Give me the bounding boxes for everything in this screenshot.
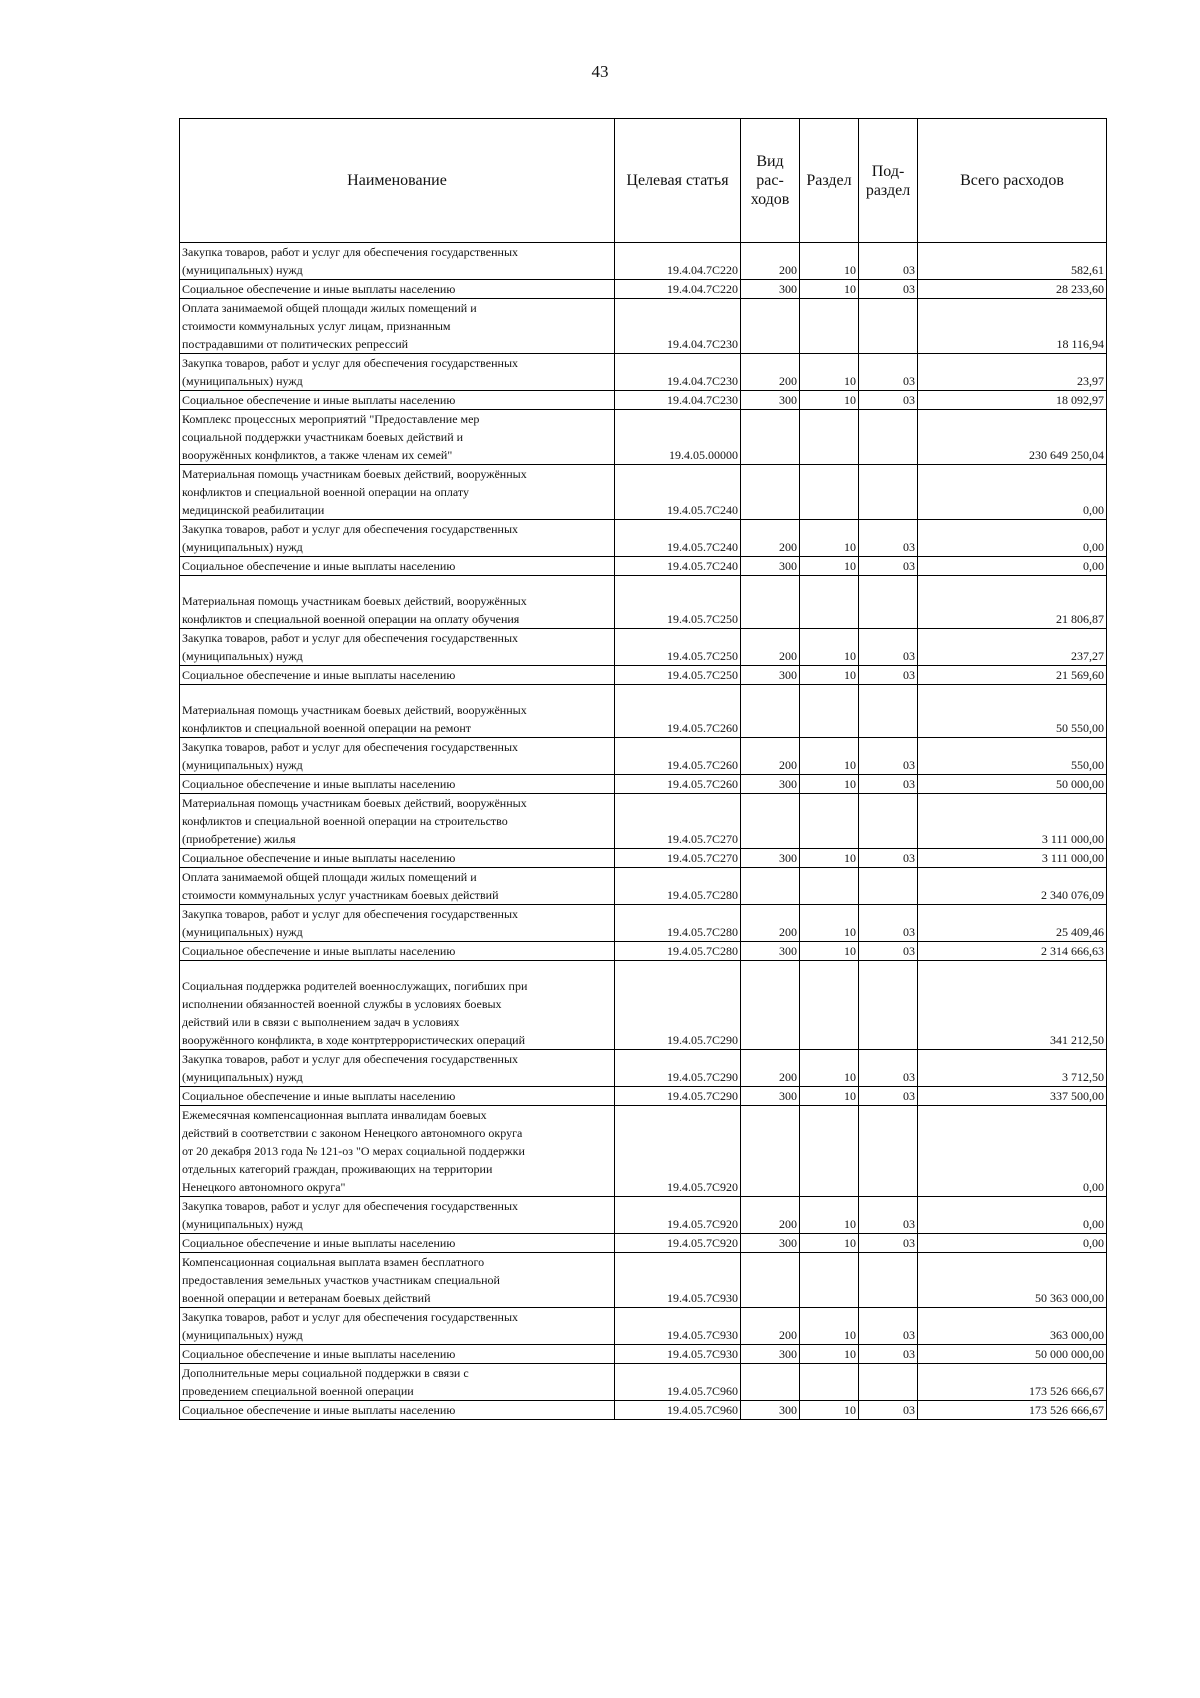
- row-expense-type: [741, 299, 800, 354]
- row-section: 10: [800, 1197, 859, 1234]
- row-section: 10: [800, 391, 859, 410]
- table-row: [180, 391, 1107, 410]
- table-header-row: [180, 119, 1107, 243]
- row-total: 2 340 076,09: [918, 868, 1107, 905]
- row-target-article: 19.4.05.7С260: [615, 685, 741, 738]
- row-section: 10: [800, 738, 859, 775]
- row-total: 18 092,97: [918, 391, 1107, 410]
- row-target-article: 19.4.04.7С230: [615, 354, 741, 391]
- row-target-article: 19.4.05.7С280: [615, 942, 741, 961]
- row-target-article: 19.4.05.7С960: [615, 1401, 741, 1420]
- row-subsection: [859, 410, 918, 465]
- row-expense-type: 200: [741, 354, 800, 391]
- table-row: [180, 794, 1107, 849]
- table-row: [180, 410, 1107, 465]
- row-section: [800, 685, 859, 738]
- row-expense-type: 300: [741, 280, 800, 299]
- table-row: [180, 961, 1107, 1050]
- row-name: Закупка товаров, работ и услуг для обеспечения государственных (муниципальных) нужд: [180, 1050, 615, 1087]
- table-row: [180, 354, 1107, 391]
- table-row: [180, 685, 1107, 738]
- row-name: Социальное обеспечение и иные выплаты населению: [180, 280, 615, 299]
- row-target-article: 19.4.04.7С230: [615, 299, 741, 354]
- row-total: 50 000 000,00: [918, 1345, 1107, 1364]
- table-row: [180, 280, 1107, 299]
- header-section: Раздел: [800, 119, 859, 243]
- row-subsection: [859, 465, 918, 520]
- table-row: [180, 1308, 1107, 1345]
- row-target-article: 19.4.04.7С220: [615, 280, 741, 299]
- header-name: Наименование: [180, 119, 615, 243]
- budget-table: [179, 118, 1107, 1420]
- row-subsection: 03: [859, 1401, 918, 1420]
- row-name: Социальное обеспечение и иные выплаты населению: [180, 391, 615, 410]
- table-row: [180, 1087, 1107, 1106]
- row-section: 10: [800, 243, 859, 280]
- row-expense-type: 300: [741, 1087, 800, 1106]
- row-section: [800, 576, 859, 629]
- row-total: 363 000,00: [918, 1308, 1107, 1345]
- row-total: 0,00: [918, 520, 1107, 557]
- row-expense-type: 300: [741, 1401, 800, 1420]
- row-total: 3 111 000,00: [918, 794, 1107, 849]
- row-total: 18 116,94: [918, 299, 1107, 354]
- row-subsection: [859, 576, 918, 629]
- row-section: [800, 1106, 859, 1197]
- row-section: [800, 961, 859, 1050]
- row-total: 550,00: [918, 738, 1107, 775]
- row-subsection: [859, 1106, 918, 1197]
- row-expense-type: 300: [741, 557, 800, 576]
- row-name: Социальное обеспечение и иные выплаты населению: [180, 849, 615, 868]
- row-total: 50 363 000,00: [918, 1253, 1107, 1308]
- table-row: [180, 1401, 1107, 1420]
- row-subsection: [859, 685, 918, 738]
- row-subsection: 03: [859, 1050, 918, 1087]
- row-name: Закупка товаров, работ и услуг для обеспечения государственных (муниципальных) нужд: [180, 629, 615, 666]
- row-expense-type: 300: [741, 942, 800, 961]
- row-target-article: 19.4.05.7С290: [615, 1050, 741, 1087]
- row-target-article: 19.4.04.7С230: [615, 391, 741, 410]
- header-total-expenses: Всего расходов: [918, 119, 1107, 243]
- row-expense-type: [741, 961, 800, 1050]
- table-row: [180, 299, 1107, 354]
- row-subsection: [859, 961, 918, 1050]
- row-name: Социальное обеспечение и иные выплаты населению: [180, 775, 615, 794]
- row-target-article: 19.4.05.7С960: [615, 1364, 741, 1401]
- row-subsection: 03: [859, 1197, 918, 1234]
- row-target-article: 19.4.05.7С920: [615, 1234, 741, 1253]
- row-section: 10: [800, 280, 859, 299]
- row-subsection: 03: [859, 942, 918, 961]
- row-target-article: 19.4.04.7С220: [615, 243, 741, 280]
- row-expense-type: [741, 868, 800, 905]
- row-expense-type: 200: [741, 1308, 800, 1345]
- row-section: 10: [800, 1345, 859, 1364]
- row-name: Комплекс процессных мероприятий "Предоставление мер социальной поддержки участникам боевых действий и вооружённых конфликтов, а также членам их семей": [180, 410, 615, 465]
- row-total: 173 526 666,67: [918, 1401, 1107, 1420]
- table-row: [180, 1234, 1107, 1253]
- row-total: 3 111 000,00: [918, 849, 1107, 868]
- row-section: 10: [800, 1401, 859, 1420]
- row-section: 10: [800, 1050, 859, 1087]
- table-row: [180, 738, 1107, 775]
- row-total: 50 550,00: [918, 685, 1107, 738]
- row-subsection: [859, 794, 918, 849]
- row-section: [800, 410, 859, 465]
- row-expense-type: 200: [741, 629, 800, 666]
- table-row: [180, 520, 1107, 557]
- row-target-article: 19.4.05.7С930: [615, 1253, 741, 1308]
- row-subsection: 03: [859, 1234, 918, 1253]
- table-row: [180, 868, 1107, 905]
- row-section: 10: [800, 1308, 859, 1345]
- row-target-article: 19.4.05.7С250: [615, 629, 741, 666]
- header-subsection: Под- раздел: [859, 119, 918, 243]
- row-target-article: 19.4.05.7С240: [615, 465, 741, 520]
- table-row: [180, 576, 1107, 629]
- row-name: Социальное обеспечение и иные выплаты населению: [180, 666, 615, 685]
- row-total: 173 526 666,67: [918, 1364, 1107, 1401]
- row-section: [800, 1364, 859, 1401]
- row-total: 25 409,46: [918, 905, 1107, 942]
- row-total: 23,97: [918, 354, 1107, 391]
- row-expense-type: 300: [741, 775, 800, 794]
- row-subsection: 03: [859, 520, 918, 557]
- row-target-article: 19.4.05.7С240: [615, 520, 741, 557]
- row-target-article: 19.4.05.7С260: [615, 775, 741, 794]
- row-expense-type: 300: [741, 1234, 800, 1253]
- row-name: Материальная помощь участникам боевых действий, вооружённых конфликтов и специальной военной операции на ремонт: [180, 685, 615, 738]
- row-expense-type: 200: [741, 520, 800, 557]
- table-row: [180, 775, 1107, 794]
- row-name: Компенсационная социальная выплата взамен бесплатного предоставления земельных участков участникам специальной военной операции и ветеранам боевых действий: [180, 1253, 615, 1308]
- table-row: [180, 1106, 1107, 1197]
- row-expense-type: 300: [741, 391, 800, 410]
- row-section: 10: [800, 775, 859, 794]
- row-subsection: 03: [859, 1087, 918, 1106]
- row-section: 10: [800, 1234, 859, 1253]
- row-section: [800, 794, 859, 849]
- table-row: [180, 629, 1107, 666]
- row-name: Социальное обеспечение и иные выплаты населению: [180, 942, 615, 961]
- row-total: 21 806,87: [918, 576, 1107, 629]
- row-expense-type: 200: [741, 243, 800, 280]
- row-target-article: 19.4.05.7С250: [615, 576, 741, 629]
- row-target-article: 19.4.05.7С270: [615, 849, 741, 868]
- row-name: Социальное обеспечение и иные выплаты населению: [180, 1087, 615, 1106]
- table-row: [180, 942, 1107, 961]
- row-total: 0,00: [918, 1106, 1107, 1197]
- row-subsection: 03: [859, 1345, 918, 1364]
- row-name: Социальная поддержка родителей военнослужащих, погибших при исполнении обязанностей военной службы в условиях боевых действий или в связи с выполнением задач в условиях вооружённого конфликта, в ходе контртеррористических операций: [180, 961, 615, 1050]
- row-name: Закупка товаров, работ и услуг для обеспечения государственных (муниципальных) нужд: [180, 520, 615, 557]
- row-total: 0,00: [918, 557, 1107, 576]
- row-expense-type: [741, 685, 800, 738]
- row-section: 10: [800, 557, 859, 576]
- row-target-article: 19.4.05.7С290: [615, 961, 741, 1050]
- row-total: 28 233,60: [918, 280, 1107, 299]
- row-expense-type: [741, 794, 800, 849]
- row-name: Закупка товаров, работ и услуг для обеспечения государственных (муниципальных) нужд: [180, 905, 615, 942]
- row-section: [800, 1253, 859, 1308]
- row-total: 0,00: [918, 1234, 1107, 1253]
- row-name: Закупка товаров, работ и услуг для обеспечения государственных (муниципальных) нужд: [180, 1308, 615, 1345]
- row-section: 10: [800, 520, 859, 557]
- table-row: [180, 1253, 1107, 1308]
- row-expense-type: [741, 465, 800, 520]
- row-target-article: 19.4.05.7С250: [615, 666, 741, 685]
- row-total: 237,27: [918, 629, 1107, 666]
- table-row: [180, 1364, 1107, 1401]
- row-expense-type: 300: [741, 1345, 800, 1364]
- table-row: [180, 666, 1107, 685]
- row-name: Закупка товаров, работ и услуг для обеспечения государственных (муниципальных) нужд: [180, 1197, 615, 1234]
- row-name: Материальная помощь участникам боевых действий, вооружённых конфликтов и специальной военной операции на оплату обучения: [180, 576, 615, 629]
- row-total: 3 712,50: [918, 1050, 1107, 1087]
- table-row: [180, 465, 1107, 520]
- table-row: [180, 243, 1107, 280]
- row-total: 2 314 666,63: [918, 942, 1107, 961]
- row-name: Социальное обеспечение и иные выплаты населению: [180, 1234, 615, 1253]
- row-subsection: 03: [859, 280, 918, 299]
- page-number: 43: [591, 62, 609, 81]
- row-total: 582,61: [918, 243, 1107, 280]
- row-target-article: 19.4.05.7С240: [615, 557, 741, 576]
- header-expense-type: Вид рас- ходов: [741, 119, 800, 243]
- row-subsection: 03: [859, 629, 918, 666]
- row-expense-type: 300: [741, 666, 800, 685]
- row-target-article: 19.4.05.00000: [615, 410, 741, 465]
- row-subsection: 03: [859, 354, 918, 391]
- row-total: 21 569,60: [918, 666, 1107, 685]
- row-expense-type: 200: [741, 738, 800, 775]
- row-expense-type: 200: [741, 905, 800, 942]
- row-target-article: 19.4.05.7С930: [615, 1345, 741, 1364]
- row-total: 341 212,50: [918, 961, 1107, 1050]
- row-subsection: 03: [859, 1308, 918, 1345]
- row-subsection: 03: [859, 849, 918, 868]
- row-target-article: 19.4.05.7С280: [615, 868, 741, 905]
- row-section: [800, 868, 859, 905]
- row-total: 50 000,00: [918, 775, 1107, 794]
- row-target-article: 19.4.05.7С930: [615, 1308, 741, 1345]
- row-subsection: 03: [859, 666, 918, 685]
- row-name: Оплата занимаемой общей площади жилых помещений и стоимости коммунальных услуг лицам, признанным пострадавшими от политических репрессий: [180, 299, 615, 354]
- table-row: [180, 1345, 1107, 1364]
- table-row: [180, 1197, 1107, 1234]
- row-section: [800, 465, 859, 520]
- row-subsection: [859, 299, 918, 354]
- row-section: 10: [800, 666, 859, 685]
- table-row: [180, 849, 1107, 868]
- row-expense-type: [741, 576, 800, 629]
- row-target-article: 19.4.05.7С290: [615, 1087, 741, 1106]
- row-section: 10: [800, 905, 859, 942]
- row-expense-type: [741, 1106, 800, 1197]
- row-section: 10: [800, 354, 859, 391]
- row-section: 10: [800, 1087, 859, 1106]
- row-section: 10: [800, 942, 859, 961]
- row-expense-type: 300: [741, 849, 800, 868]
- row-subsection: 03: [859, 243, 918, 280]
- row-expense-type: [741, 1253, 800, 1308]
- row-subsection: [859, 1364, 918, 1401]
- row-section: 10: [800, 629, 859, 666]
- table-row: [180, 905, 1107, 942]
- table-row: [180, 1050, 1107, 1087]
- row-total: 230 649 250,04: [918, 410, 1107, 465]
- row-target-article: 19.4.05.7С260: [615, 738, 741, 775]
- row-expense-type: [741, 1364, 800, 1401]
- header-target-article: Целевая статья: [615, 119, 741, 243]
- row-subsection: 03: [859, 557, 918, 576]
- row-name: Оплата занимаемой общей площади жилых помещений и стоимости коммунальных услуг участникам боевых действий: [180, 868, 615, 905]
- row-name: Материальная помощь участникам боевых действий, вооружённых конфликтов и специальной военной операции на оплату медицинской реабилитации: [180, 465, 615, 520]
- row-target-article: 19.4.05.7С920: [615, 1106, 741, 1197]
- row-name: Социальное обеспечение и иные выплаты населению: [180, 1401, 615, 1420]
- row-target-article: 19.4.05.7С270: [615, 794, 741, 849]
- row-total: 0,00: [918, 465, 1107, 520]
- row-target-article: 19.4.05.7С280: [615, 905, 741, 942]
- row-expense-type: [741, 410, 800, 465]
- row-expense-type: 200: [741, 1050, 800, 1087]
- row-subsection: [859, 1253, 918, 1308]
- row-name: Социальное обеспечение и иные выплаты населению: [180, 1345, 615, 1364]
- row-name: Дополнительные меры социальной поддержки в связи с проведением специальной военной операции: [180, 1364, 615, 1401]
- row-section: 10: [800, 849, 859, 868]
- row-total: 337 500,00: [918, 1087, 1107, 1106]
- row-subsection: 03: [859, 775, 918, 794]
- row-name: Социальное обеспечение и иные выплаты населению: [180, 557, 615, 576]
- row-expense-type: 200: [741, 1197, 800, 1234]
- row-target-article: 19.4.05.7С920: [615, 1197, 741, 1234]
- row-subsection: 03: [859, 391, 918, 410]
- row-name: Закупка товаров, работ и услуг для обеспечения государственных (муниципальных) нужд: [180, 738, 615, 775]
- row-name: Закупка товаров, работ и услуг для обеспечения государственных (муниципальных) нужд: [180, 354, 615, 391]
- row-section: [800, 299, 859, 354]
- row-subsection: 03: [859, 905, 918, 942]
- row-name: Закупка товаров, работ и услуг для обеспечения государственных (муниципальных) нужд: [180, 243, 615, 280]
- row-total: 0,00: [918, 1197, 1107, 1234]
- row-name: Материальная помощь участникам боевых действий, вооружённых конфликтов и специальной военной операции на строительство (приобретение) жилья: [180, 794, 615, 849]
- table-row: [180, 557, 1107, 576]
- row-name: Ежемесячная компенсационная выплата инвалидам боевых действий в соответствии с законом Ненецкого автономного округа от 20 декабря 2013 года № 121-оз "О мерах социальной поддержки отдельных категорий граждан, проживающих на территории Ненецкого автономного округа": [180, 1106, 615, 1197]
- row-subsection: 03: [859, 738, 918, 775]
- row-subsection: [859, 868, 918, 905]
